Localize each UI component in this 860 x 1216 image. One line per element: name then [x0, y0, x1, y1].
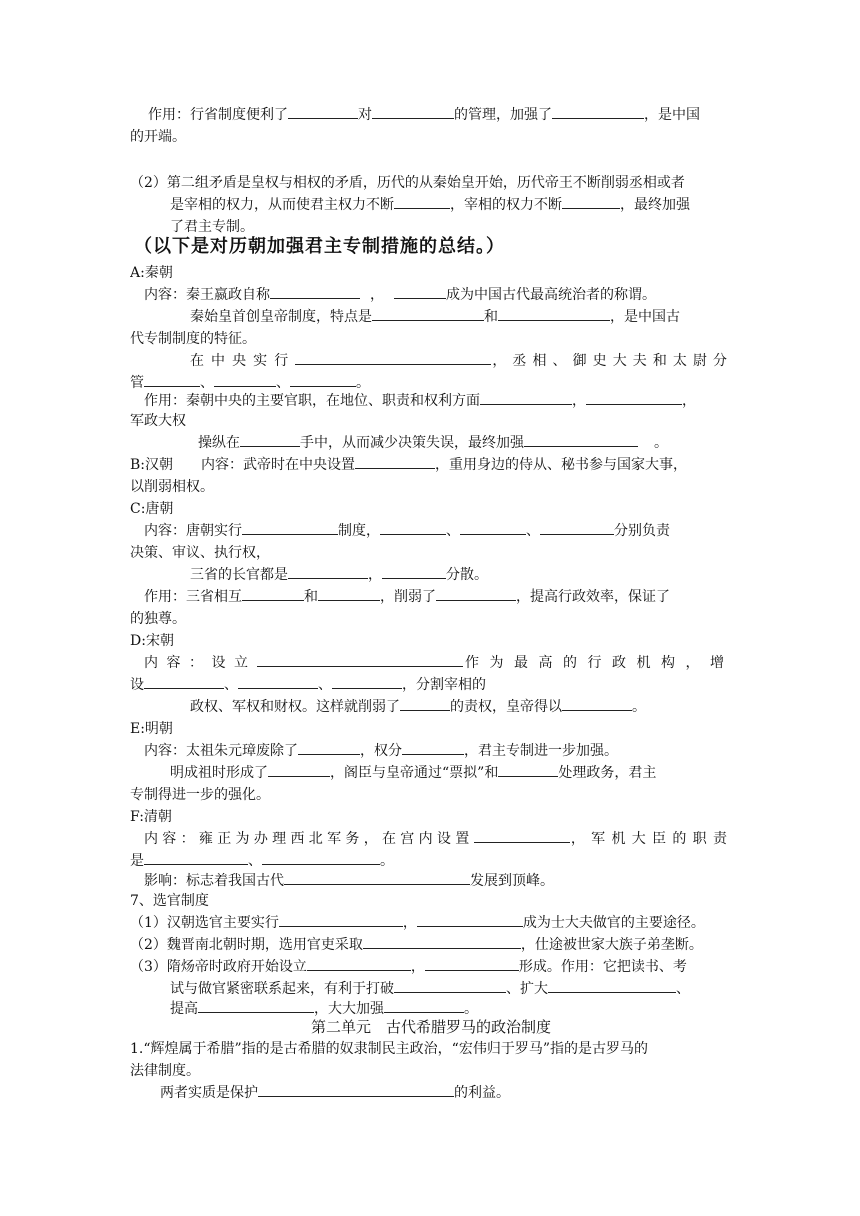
blank[interactable]	[436, 586, 516, 601]
blank[interactable]	[402, 740, 464, 755]
text: 对	[358, 107, 372, 123]
text: 内容：秦王嬴政自称	[144, 287, 270, 303]
blank[interactable]	[214, 372, 276, 387]
blank[interactable]	[548, 978, 676, 993]
blank[interactable]	[262, 850, 380, 865]
text-line: 代专制制度的特征。	[130, 331, 256, 347]
line	[130, 674, 732, 696]
text: 分别负责	[614, 523, 670, 539]
text: 政权、军权和财权。这样就削弱了	[190, 699, 400, 715]
text: 处理政务，君主	[558, 765, 657, 781]
dynasty-label-qing: F:清朝	[130, 809, 172, 825]
line	[130, 564, 732, 586]
text: 内容：太祖朱元璋废除了	[144, 743, 298, 759]
blank[interactable]	[552, 104, 644, 119]
text-line: 的开端。	[130, 129, 186, 145]
blank[interactable]	[332, 674, 402, 689]
blank[interactable]	[268, 762, 330, 777]
line-power	[130, 194, 732, 216]
text: ，	[402, 915, 417, 931]
line	[130, 284, 732, 306]
text: 分散。	[446, 567, 488, 583]
text: ，	[368, 567, 382, 583]
blank[interactable]	[425, 956, 519, 971]
blank[interactable]	[540, 520, 614, 535]
text: 内容：雍正为办理西北军务，在宫内设置	[144, 831, 474, 847]
text-line: 法律制度。	[130, 1063, 200, 1079]
text: ，是中国古	[610, 309, 680, 325]
dynasty-label-song: D:宋朝	[130, 633, 174, 649]
blank[interactable]	[240, 432, 300, 447]
blank[interactable]	[586, 390, 682, 405]
text: 内容：唐朝实行	[144, 523, 242, 539]
blank[interactable]	[284, 870, 470, 885]
blank[interactable]	[198, 998, 314, 1013]
text: ，削弱了	[380, 589, 436, 605]
text: 作用：秦朝中央的主要官职，在地位、职责和权利方面	[144, 393, 480, 409]
text: 作用：行省制度便利了	[148, 107, 288, 123]
text-line: 专制得进一步的强化。	[130, 787, 270, 803]
text: 制度，	[338, 523, 380, 539]
dynasty-label-tang: C:唐朝	[130, 501, 174, 517]
line	[130, 390, 732, 412]
text-line: 了君主专制。	[170, 219, 254, 235]
section-heading: （以下是对历朝加强君主专制措施的总结。）	[134, 236, 505, 257]
text: （2）魏晋南北朝时期，选用官吏采取	[130, 937, 363, 953]
text: ，权分	[360, 743, 402, 759]
text: 提高	[170, 1001, 198, 1017]
text: ，提高行政效率，保证了	[516, 589, 670, 605]
blank[interactable]	[394, 284, 446, 299]
blank[interactable]	[144, 850, 248, 865]
blank[interactable]	[384, 998, 464, 1013]
blank[interactable]	[524, 432, 638, 447]
blank[interactable]	[562, 194, 620, 209]
text: ，宰相的权力不断	[450, 197, 562, 213]
text: 、	[276, 375, 290, 391]
blank[interactable]	[318, 586, 380, 601]
text: 。	[464, 1001, 478, 1017]
blank[interactable]	[363, 934, 521, 949]
text: ，	[410, 959, 425, 975]
text-line: 1.“辉煌属于希腊”指的是古希腊的奴隶制民主政治，“宏伟归于罗马”指的是古罗马的	[130, 1041, 648, 1057]
text: ，军机大臣的职责	[569, 831, 732, 847]
line-han	[130, 454, 732, 476]
text: 、	[446, 523, 460, 539]
text: ，丞相、御史大夫和太尉分	[491, 353, 732, 369]
text: 、	[224, 677, 238, 693]
blank[interactable]	[400, 696, 450, 711]
text: 作为最高的行政机构，增	[462, 655, 732, 671]
line	[130, 520, 732, 542]
blank[interactable]	[258, 1082, 454, 1097]
line-xingsheng-effect	[130, 104, 732, 126]
text: 在中央实行	[190, 353, 296, 369]
blank[interactable]	[270, 284, 360, 299]
blank[interactable]	[394, 194, 450, 209]
line	[130, 696, 732, 718]
text: ，是中国	[644, 107, 700, 123]
blank[interactable]	[144, 674, 224, 689]
text: 发展到顶峰。	[470, 873, 554, 889]
blank[interactable]	[288, 564, 368, 579]
line	[130, 762, 732, 784]
blank[interactable]	[242, 520, 338, 535]
text: 。	[632, 699, 646, 715]
text: 和	[304, 589, 318, 605]
blank[interactable]	[290, 372, 356, 387]
text: 秦始皇首创皇帝制度，特点是	[190, 309, 372, 325]
text: 操纵在	[198, 435, 240, 451]
text: 、	[676, 981, 690, 997]
text: 形成。作用：它把读书、考	[518, 959, 687, 975]
text: 、	[526, 523, 540, 539]
text: （3）隋炀帝时政府开始设立	[130, 959, 307, 975]
blank[interactable]	[394, 978, 506, 993]
line	[130, 870, 732, 892]
text: 内容：设立	[144, 655, 257, 671]
text: 和	[484, 309, 498, 325]
text: ，最终加强	[620, 197, 690, 213]
blank[interactable]	[298, 740, 360, 755]
text: 设	[130, 677, 144, 693]
blank[interactable]	[288, 104, 358, 119]
line	[130, 740, 732, 762]
line	[130, 652, 732, 674]
text: 。	[380, 853, 394, 869]
text: 成为士大夫做官的主要途径。	[522, 915, 705, 931]
blank[interactable]	[498, 306, 610, 321]
text: 试与做官紧密联系起来，有利于打破	[170, 981, 394, 997]
blank[interactable]	[279, 912, 403, 927]
text: 的管理，加强了	[454, 107, 552, 123]
text: ，仕途被世家大族子弟垄断。	[520, 937, 703, 953]
blank[interactable]	[372, 306, 484, 321]
blank[interactable]	[460, 520, 526, 535]
text: 是	[130, 853, 144, 869]
text: 作用：三省相互	[144, 589, 242, 605]
text: B:汉朝 内容：武帝时在中央设置	[130, 457, 356, 473]
text: 三省的长官都是	[190, 567, 288, 583]
line	[130, 956, 732, 978]
text: 手中，从而减少决策失误，最终加强	[300, 435, 524, 451]
blank[interactable]	[498, 762, 558, 777]
line	[130, 978, 732, 1000]
text: ，大大加强	[314, 1001, 384, 1017]
text: 是宰相的权力，从而使君主权力不断	[170, 197, 394, 213]
blank[interactable]	[380, 520, 446, 535]
text: 、	[318, 677, 332, 693]
line	[130, 850, 732, 872]
text-line: 以削弱相权。	[130, 479, 214, 495]
blank[interactable]	[372, 104, 454, 119]
text-line: 军政大权	[130, 413, 186, 429]
blank[interactable]	[474, 828, 570, 843]
text: 明成祖时形成了	[170, 765, 268, 781]
line	[130, 586, 732, 608]
text: 两者实质是保护	[160, 1085, 258, 1101]
text: 、	[200, 375, 214, 391]
text: ，	[370, 287, 384, 303]
blank[interactable]	[382, 564, 446, 579]
text-line: 决策、审议、执行权，	[130, 545, 270, 561]
text: 的利益。	[454, 1085, 510, 1101]
blank[interactable]	[417, 912, 523, 927]
blank[interactable]	[257, 652, 463, 667]
line	[130, 1082, 732, 1104]
blank[interactable]	[295, 350, 491, 365]
line	[130, 306, 732, 328]
blank[interactable]	[562, 696, 632, 711]
line	[130, 934, 732, 956]
line	[130, 350, 732, 372]
blank[interactable]	[355, 454, 435, 469]
text: 、扩大	[506, 981, 548, 997]
text-line: （2）第二组矛盾是皇权与相权的矛盾，历代的从秦始皇开始，历代帝王不断削弱丞相或者	[130, 175, 685, 191]
line	[130, 828, 732, 850]
section-title: 7、选官制度	[130, 893, 209, 909]
text: ，分割宰相的	[402, 677, 486, 693]
line	[130, 432, 732, 454]
text: ，君主专制进一步加强。	[464, 743, 618, 759]
unit-title: 第二单元 古代希腊罗马的政治制度	[310, 1018, 551, 1036]
text: ，	[682, 393, 696, 409]
text: 。	[356, 375, 370, 391]
blank[interactable]	[238, 674, 318, 689]
text: 、	[248, 853, 262, 869]
text: （1）汉朝选官主要实行	[130, 915, 279, 931]
text: 管	[130, 375, 144, 391]
blank[interactable]	[242, 586, 304, 601]
dynasty-label-qin: A:秦朝	[130, 265, 173, 281]
blank[interactable]	[480, 390, 572, 405]
text: 成为中国古代最高统治者的称谓。	[446, 287, 656, 303]
dynasty-label-ming: E:明朝	[130, 721, 173, 737]
blank[interactable]	[307, 956, 411, 971]
text: 。	[654, 435, 668, 451]
text: ，阁臣与皇帝通过“票拟”和	[330, 765, 499, 781]
text: 的责权，皇帝得以	[450, 699, 562, 715]
text-line: 的独尊。	[130, 611, 186, 627]
text: ，	[572, 393, 586, 409]
text: ，重用身边的侍从、秘书参与国家大事，	[435, 457, 688, 473]
blank[interactable]	[144, 372, 200, 387]
line	[130, 912, 732, 934]
text: 影响：标志着我国古代	[144, 873, 284, 889]
